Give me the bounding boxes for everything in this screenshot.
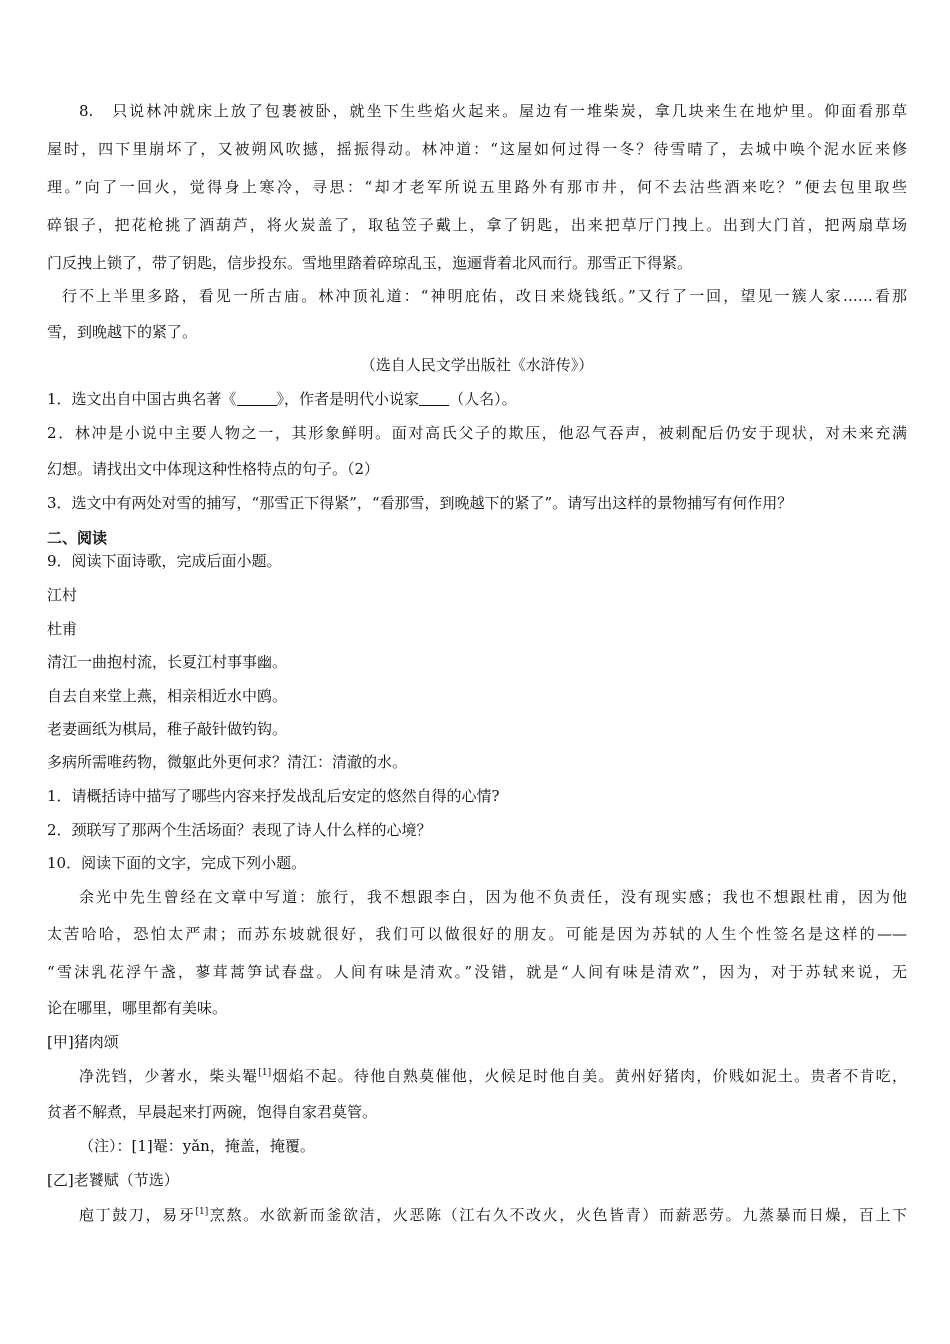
q8-paragraph-line: 屋时，四下里崩坏了，又被朔风吹撼，摇振得动。林冲道：“这屋如何过得一冬？待雪晴了，去城中唤个泥水匠来修: [47, 140, 907, 158]
footnote-marker: [1]: [258, 1068, 272, 1078]
yi-text-a: 庖丁鼓刀，易牙: [79, 1206, 196, 1224]
jia-title: [甲]猪肉颂: [47, 1033, 119, 1051]
q8-sub-question-2-cont: 幻想。请找出文中体现这种性格特点的句子。（2）: [47, 460, 380, 478]
poem-author: 杜甫: [47, 620, 78, 638]
q8-paragraph-line: 门反拽上锁了，带了钥匙，信步投东。雪地里踏着碎琼乱玉，迤逦背着北风而行。那雪正下得紧。: [47, 254, 693, 272]
q8-paragraph2-line: 行不上半里多路，看见一所古庙。林冲顶礼道：“神明庇佑，改日来烧钱纸。”又行了一回，望见一簇人家……看那: [62, 287, 907, 305]
sub1-text-b: 》，作者是明代小说家: [276, 390, 420, 408]
sub1-text-c: （人名）。: [449, 390, 517, 408]
q10-intro: 10．阅读下面的文字，完成下列小题。: [47, 854, 307, 872]
q9-intro: 9．阅读下面诗歌，完成后面小题。: [47, 552, 282, 570]
poem-title: 江村: [47, 586, 78, 604]
q8-paragraph-line: 8. 只说林冲就床上放了包裹被卧，就坐下生些焰火起来。屋边有一堆柴炭，拿几块来生在地炉里。仰面看那草: [79, 102, 907, 120]
yi-text-b: 烹熬。水欲新而釜欲洁，火恶陈（江右久不改火，火色皆青）而薪恶劳。九蒸暴而日燥，百上下: [208, 1206, 907, 1224]
source-citation: （选自人民文学出版社《水浒传》）: [360, 356, 594, 374]
q9-sub-question-2: 2．颈联写了那两个生活场面？表现了诗人什么样的心境？: [47, 821, 432, 839]
poem-line: 多病所需唯药物，微躯此外更何求？清江：清澈的水。: [47, 753, 408, 771]
jia-paragraph-line: [79, 1066, 907, 1086]
poem-line: 自去自来堂上燕，相亲相近水中鸥。: [47, 687, 288, 705]
poem-line: 老妻画纸为棋局，稚子敲针做钓钩。: [47, 720, 288, 738]
q8-sub-question-2: 2．林冲是小说中主要人物之一，其形象鲜明。面对高氏父子的欺压，他忍气吞声，被刺配后仍安于现状，对未来充满: [47, 424, 907, 442]
section-heading: 二、阅读: [47, 529, 108, 547]
q8-paragraph-line: 碎银子，把花枪挑了酒葫芦，将火炭盖了，取毡笠子戴上，拿了钥匙，出来把草厅门拽上。出到大门首，把两扇草场: [47, 216, 907, 234]
answer-blank-author[interactable]: [419, 391, 449, 406]
yi-paragraph-line: [79, 1205, 907, 1225]
jia-text-a: 净洗铛，少著水，柴头罨: [79, 1067, 259, 1085]
q10-paragraph-line: 太苦哈哈，恐怕太严肃；而苏东坡就很好，我们可以做很好的朋友。可能是因为苏轼的人生个性签名是这样的——: [47, 925, 907, 943]
poem-line: 清江一曲抱村流，长夏江村事事幽。: [47, 653, 288, 671]
answer-blank-book[interactable]: [237, 391, 277, 406]
q9-sub-question-1: 1．请概括诗中描写了哪些内容来抒发战乱后安定的悠然自得的心情?: [47, 787, 500, 805]
sub1-text-a: 1．选文出自中国古典名著《: [47, 390, 237, 408]
footnote-marker: [1]: [195, 1207, 209, 1217]
jia-footnote: （注）：[1]罨：yǎn，掩盖，掩覆。: [79, 1137, 315, 1155]
jia-paragraph-line: 贫者不解煮，早晨起来打两碗，饱得自家君莫管。: [47, 1103, 378, 1121]
q8-paragraph2-line: 雪，到晚越下的紧了。: [47, 323, 198, 341]
q8-sub-question-3: 3．选文中有两处对雪的捕写，“那雪正下得紧”，“看那雪，到晚越下的紧了”。请写出这样的景物捕写有何作用？: [47, 494, 793, 512]
yi-title: [乙]老饕赋（节选）: [47, 1171, 179, 1189]
q8-sub-question-1: [47, 389, 907, 409]
q8-paragraph-line: 理。”向了一回火，觉得身上寒冷，寻思：“却才老军所说五里路外有那市井，何不去沽些酒来吃？”便去包里取些: [47, 178, 907, 196]
q10-paragraph-line: 论在哪里，哪里都有美味。: [47, 999, 228, 1017]
q10-paragraph-line: 余光中先生曾经在文章中写道：旅行，我不想跟李白，因为他不负责任，没有现实感；我也不想跟杜甫，因为他: [79, 888, 907, 906]
q10-paragraph-line: “雪沫乳花浮午盏，蓼茸蒿笋试春盘。人间有味是清欢。”没错，就是“人间有味是清欢”，因为，对于苏轼来说，无: [47, 963, 907, 981]
jia-text-b: 烟焰不起。待他自熟莫催他，火候足时他自美。黄州好猪肉，价贱如泥土。贵者不肯吃，: [271, 1067, 907, 1085]
